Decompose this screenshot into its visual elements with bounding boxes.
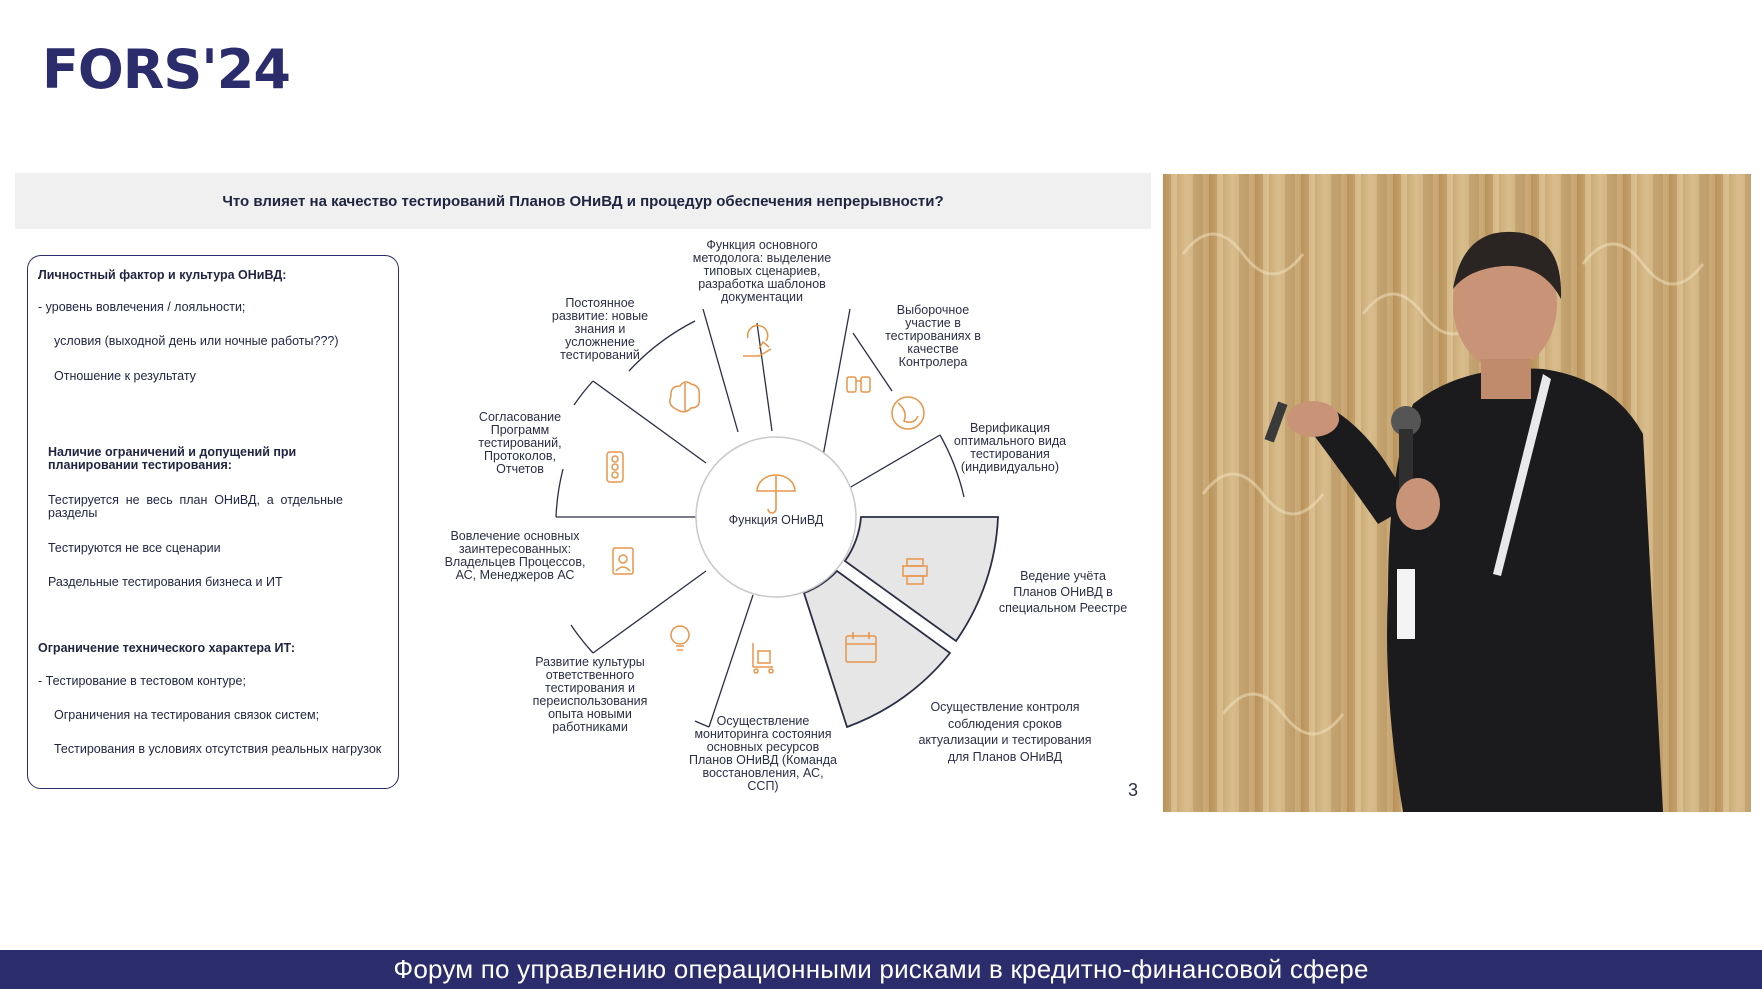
segment-label-approval: Согласование Программ тестирований, Протоколов, Отчетов bbox=[478, 410, 562, 476]
brain-icon bbox=[670, 382, 700, 412]
footer-text: Форум по управлению операционными рисками в кредитно-финансовой сфере bbox=[393, 954, 1369, 984]
section1-item: - уровень вовлечения / лояльности; bbox=[38, 300, 246, 314]
cart-icon bbox=[753, 643, 773, 673]
section3-title: Ограничение технического характера ИТ: bbox=[38, 641, 296, 655]
section2-title: Наличие ограничений и допущений при планировании тестирования: bbox=[48, 445, 297, 472]
segment-label-stakeholders: Вовлечение основных заинтересованных: Владельцев Процессов, АС, Менеджеров АС bbox=[444, 529, 586, 582]
traffic-light-icon bbox=[607, 452, 623, 482]
lightbulb-icon bbox=[671, 626, 689, 650]
section1-item: условия (выходной день или ночные работы???) bbox=[54, 334, 339, 348]
segment-label-deadlines: Осуществление контроля соблюдения сроков актуализации и тестирования для Планов ОНиВД bbox=[918, 700, 1092, 764]
globe-icon bbox=[892, 397, 924, 429]
slide-page-number: 3 bbox=[1128, 780, 1139, 800]
speaker-image bbox=[1163, 174, 1751, 812]
section2-item: Тестируются не все сценарии bbox=[48, 541, 221, 555]
segment-label-methodologist: Функция основного методолога: выделение типовых сценариев, разработка шаблонов документации bbox=[692, 238, 832, 304]
segment-label-controller: Выборочное участие в тестированиях в качестве Контролера bbox=[885, 303, 981, 369]
section3-item: - Тестирование в тестовом контуре; bbox=[38, 674, 246, 688]
footer-banner bbox=[0, 950, 1762, 989]
recycle-hand-icon bbox=[743, 325, 771, 356]
section1-item: Отношение к результату bbox=[54, 369, 196, 383]
segment-label-registry: Ведение учёта Планов ОНиВД в специальном Реестре bbox=[998, 569, 1128, 615]
section3-item: Ограничения на тестирования связок систем; bbox=[54, 708, 320, 722]
section1-title: Личностный фактор и культура ОНиВД: bbox=[38, 268, 287, 282]
segment-label-verification: Верификация оптимального вида тестирования (индивидуально) bbox=[953, 421, 1067, 474]
section2-item: Раздельные тестирования бизнеса и ИТ bbox=[48, 575, 283, 589]
binoculars-icon bbox=[847, 377, 870, 392]
segment-label-culture: Развитие культуры ответственного тестирования и переиспользования опыта новыми работниками bbox=[532, 655, 648, 734]
section3-item: Тестирования в условиях отсутствия реальных нагрузок bbox=[54, 742, 382, 756]
center-label: Функция ОНиВД bbox=[728, 513, 824, 527]
presentation-slide bbox=[15, 173, 1151, 813]
segment-label-monitoring: Осуществление мониторинга состояния основных ресурсов Планов ОНиВД (Команда восстановления, АС, ССП) bbox=[688, 714, 838, 793]
slide-title: Что влияет на качество тестирований Планов ОНиВД и процедур обеспечения непрерывности? bbox=[222, 192, 944, 210]
fors24-logo: FORS'24 bbox=[42, 38, 290, 101]
section2-item: Тестируется не весь план ОНиВД, а отдельные разделы bbox=[48, 493, 343, 520]
badge-icon bbox=[613, 548, 633, 574]
segment-label-development: Постоянное развитие: новые знания и усложнение тестирований bbox=[551, 296, 649, 362]
speaker-video bbox=[1163, 174, 1751, 812]
